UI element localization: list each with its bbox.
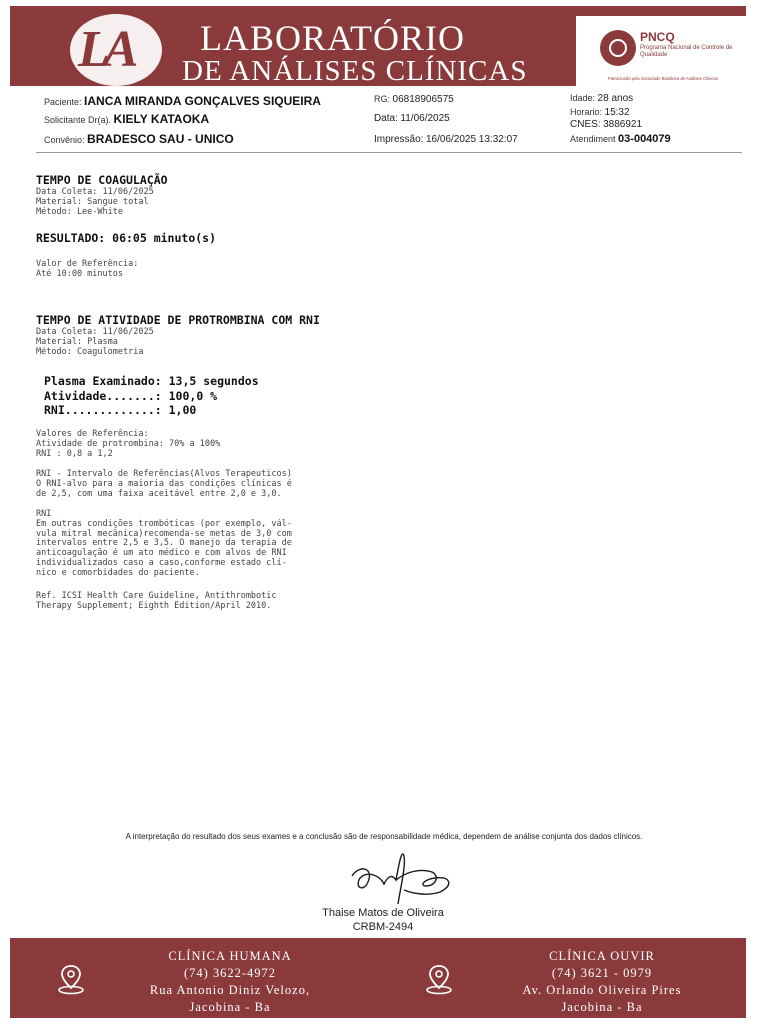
- cnes-row: [570, 119, 642, 130]
- clinic-right-city: Jacobina - Ba: [561, 1000, 643, 1014]
- note1-line1: RNI - Intervalo de Referências(Alvos Terapeuticos): [36, 469, 292, 479]
- clinic-left-name: CLÍNICA HUMANA: [168, 949, 292, 963]
- note2-line6: individualizados caso a caso,conforme estado clí-: [36, 557, 287, 568]
- exam2-method: Método: Coagulometria: [36, 346, 144, 357]
- date-label: Data:: [374, 113, 398, 124]
- lab-title-line1: LABORATÓRIO: [200, 18, 466, 58]
- requester-row: [44, 112, 209, 126]
- attendance-value: 03-004079: [618, 133, 671, 145]
- exam2-result-plasma: Plasma Examinado: 13,5 segundos: [44, 374, 259, 388]
- clinic-left-address: Rua Antonio Diniz Velozo,: [149, 983, 311, 997]
- date-value: 11/06/2025: [400, 113, 450, 124]
- exam2-material: Material: Plasma: [36, 336, 118, 347]
- date-row: [374, 113, 450, 124]
- exam2-meta: [36, 328, 154, 357]
- exam2-collection-date: Data Coleta: 11/06/2025: [36, 327, 154, 337]
- exam1-title: TEMPO DE COAGULAÇÃO: [36, 173, 168, 187]
- exam2-ref-label: Valores de Referência:: [36, 429, 149, 439]
- note1-line3: de 2,5, com uma faixa aceitável entre 2,0 e 3,0.: [36, 488, 282, 499]
- signer-crbm: CRBM-2494: [352, 921, 414, 933]
- patient-label: Paciente:: [44, 97, 82, 107]
- exam1-result: RESULTADO: 06:05 minuto(s): [36, 231, 217, 245]
- note2-line7: nico e comorbidades do paciente.: [36, 567, 200, 578]
- exam2-ref-rni: RNI : 0,8 a 1,2: [36, 448, 113, 459]
- exam2-note1: [36, 470, 292, 499]
- location-pin-icon: [424, 962, 454, 996]
- insurance-row: [44, 132, 234, 146]
- print-label: Impressão:: [374, 134, 424, 145]
- exam2-title: TEMPO DE ATIVIDADE DE PROTROMBINA COM RNI: [36, 313, 320, 327]
- age-row: [570, 93, 633, 104]
- exam1-method: Método: Lee-White: [36, 206, 123, 217]
- ref-line2: Therapy Supplement; Eighth Edition/April 2010.: [36, 600, 272, 611]
- insurance-label: Convênio:: [44, 135, 85, 145]
- rg-label: RG:: [374, 94, 391, 104]
- rg-row: [374, 94, 454, 105]
- exam1-ref-value: Até 10:00 minutos: [36, 268, 123, 279]
- pncq-description: Programa Nacional de Controle de Qualidade: [640, 45, 733, 58]
- exam2-note2: [36, 510, 292, 579]
- exam1-meta: [36, 188, 154, 217]
- note2-line4: intervalos entre 2,5 e 3,5. O manejo da terapia de: [36, 538, 292, 549]
- time-row: [570, 107, 630, 118]
- insurance-name: BRADESCO SAU - UNICO: [87, 132, 234, 146]
- time-value: 15:32: [604, 107, 630, 118]
- age-value: 28 anos: [597, 93, 634, 104]
- time-label: Horario:: [570, 107, 603, 117]
- attendance-label: Atendiment: [570, 134, 616, 144]
- pncq-name: PNCQ: [640, 30, 675, 44]
- signer-name: Thaise Matos de Oliveira: [322, 907, 444, 919]
- clinic-left-city: Jacobina - Ba: [189, 1000, 271, 1014]
- ref-line1: Ref. ICSI Health Care Guideline, Antithrombotic: [36, 591, 277, 601]
- header-banner: [10, 6, 746, 86]
- footer-banner: [10, 938, 746, 1018]
- patient-name: IANCA MIRANDA GONÇALVES SIQUEIRA: [84, 94, 321, 108]
- pncq-logo-icon: [600, 30, 636, 66]
- rg-value: 06818906575: [392, 94, 454, 105]
- exam2-result-rni: RNI.............: 1,00: [44, 403, 197, 417]
- lab-logo-text: LA: [78, 21, 133, 78]
- note2-line5: anticoagulação é um ato médico e com alvos de RNI: [36, 548, 287, 559]
- location-pin-icon: [56, 962, 86, 996]
- clinic-right-address: Av. Orlando Oliveira Pires: [522, 983, 682, 997]
- exam1-ref-label: Valor de Referência:: [36, 259, 139, 269]
- clinic-right: [502, 948, 702, 1016]
- note2-line2: Em outras condições trombóticas (por exemplo, vál-: [36, 518, 292, 529]
- signature-image: [340, 846, 460, 908]
- cnes-value: 3886921: [603, 119, 643, 130]
- clinic-right-name: CLÍNICA OUVIR: [549, 949, 655, 963]
- note2-line1: RNI: [36, 509, 52, 519]
- signer-block: [298, 906, 468, 934]
- clinic-right-phone: (74) 3621 - 0979: [551, 966, 653, 980]
- cnes-label: CNES:: [570, 119, 601, 130]
- requester-label: Solicitante Dr(a).: [44, 115, 112, 125]
- note1-line2: O RNI-alvo para a maioria das condições clínicas é: [36, 478, 292, 489]
- note2-line3: vula mitral mecânica)recomenda-se metas de 3,0 com: [36, 528, 292, 539]
- pncq-footnote: Patrocinado pela Sociedade Brasileira de Análises Clínicas: [608, 76, 718, 81]
- clinic-left: [140, 948, 320, 1016]
- exam1-collection-date: Data Coleta: 11/06/2025: [36, 187, 154, 197]
- exam2-bibliography: [36, 592, 277, 612]
- exam2-results: [44, 374, 259, 418]
- age-label: Idade:: [570, 93, 596, 103]
- pncq-seal: [576, 16, 750, 88]
- clinic-left-phone: (74) 3622-4972: [183, 966, 277, 980]
- header-divider: [36, 152, 742, 153]
- exam1-reference: [36, 260, 138, 280]
- requester-name: KIELY KATAOKA: [113, 112, 210, 126]
- exam2-reference: [36, 430, 220, 459]
- lab-title-line2: DE ANÁLISES CLÍNICAS: [182, 55, 528, 87]
- attendance-row: [570, 133, 671, 145]
- disclaimer: A interpretação do resultado dos seus exames e a conclusão são de responsabilidade médica, dependem de análise conjunta dos dados clínicos.: [125, 832, 643, 841]
- exam2-result-activity: Atividade.......: 100,0 %: [44, 388, 218, 403]
- exam2-ref-activity: Atividade de protrombina: 70% a 100%: [36, 438, 221, 449]
- patient-name-row: [44, 94, 321, 108]
- print-value: 16/06/2025 13:32:07: [425, 134, 518, 145]
- print-row: [374, 134, 518, 145]
- exam1-material: Material: Sangue total: [36, 196, 149, 207]
